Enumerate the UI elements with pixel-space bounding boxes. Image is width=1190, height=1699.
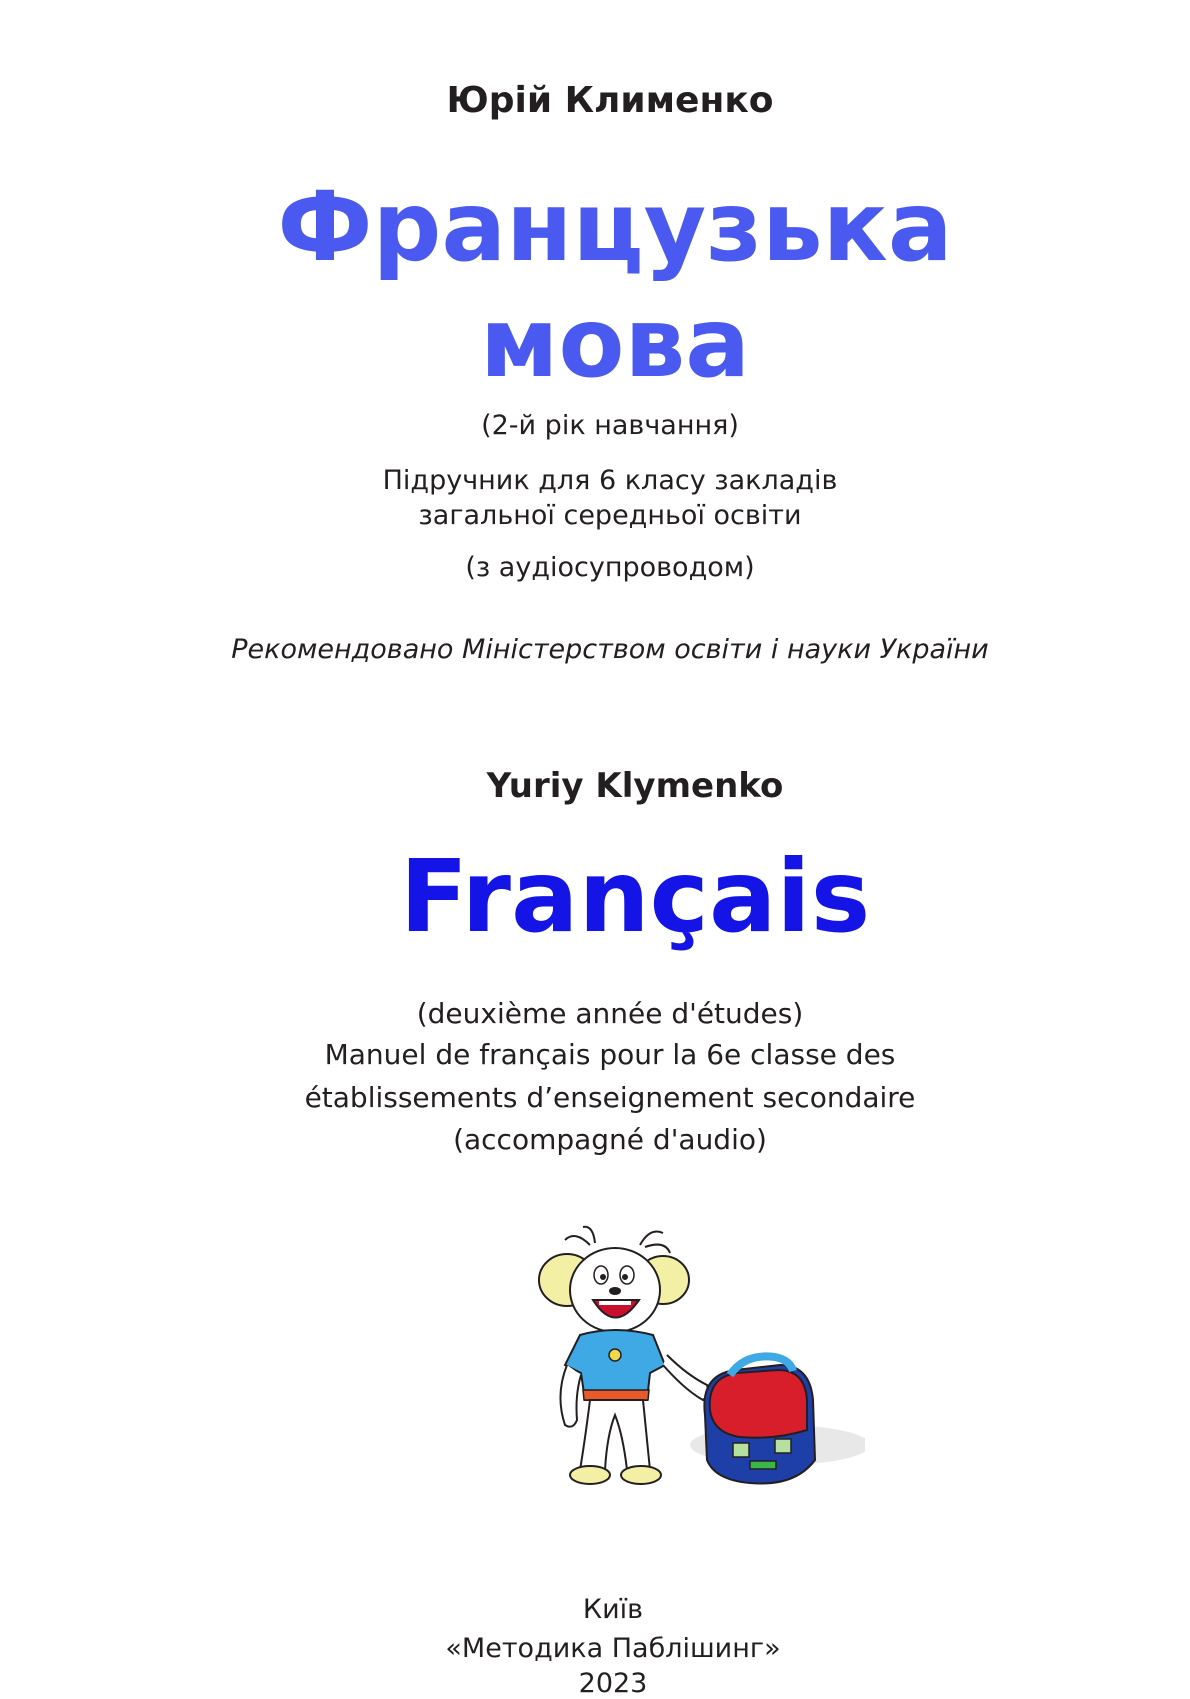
author-french: Yuriy Klymenko: [486, 766, 784, 806]
study-year-ukrainian: (2-й рік навчання): [481, 410, 739, 441]
title-ukrainian-line1: Французька: [277, 171, 953, 283]
publication-year: 2023: [578, 1668, 648, 1699]
title-french: Français: [399, 838, 871, 955]
title-ukrainian-line2: мова: [480, 287, 750, 399]
author-ukrainian: Юрій Клименко: [446, 80, 774, 121]
description-ukrainian-line1: Підручник для 6 класу закладів: [382, 465, 838, 496]
audio-note-ukrainian: (з аудіосупроводом): [465, 552, 755, 583]
publisher-name: «Методика Паблішинг»: [445, 1633, 781, 1664]
mascot-illustration: [535, 1225, 865, 1515]
mascot-left-foot: [570, 1466, 610, 1484]
ministry-recommendation: Рекомендовано Міністерством освіти і науки України: [231, 634, 989, 665]
audio-note-french: (accompagné d'audio): [453, 1123, 767, 1156]
mascot-right-foot: [621, 1466, 661, 1484]
description-french-line2: établissements d’enseignement secondaire: [304, 1081, 916, 1114]
description-french-line1: Manuel de français pour la 6e classe des: [324, 1038, 896, 1071]
description-ukrainian-line2: загальної середньої освіти: [418, 500, 802, 531]
study-year-french: (deuxième année d'études): [416, 997, 804, 1030]
publication-city: Київ: [582, 1594, 644, 1625]
